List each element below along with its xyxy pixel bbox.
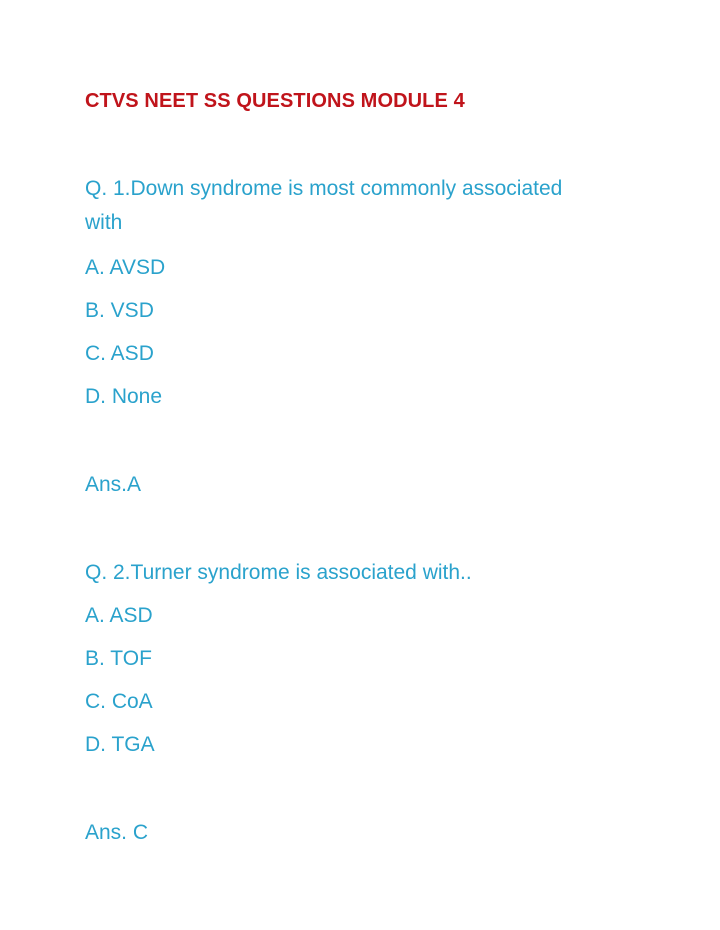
question-1-option-b: B. VSD [85, 299, 154, 322]
question-1-option-d: D. None [85, 385, 163, 408]
question-1-option-c: C. ASD [85, 342, 154, 365]
question-2-option-c: C. CoA [85, 690, 153, 713]
question-2-option-b: B. TOF [85, 647, 152, 670]
question-1-option-a: A. AVSD [85, 256, 166, 279]
question-2-option-a: A. ASD [85, 604, 153, 627]
document-title: CTVS NEET SS QUESTIONS MODULE 4 [85, 90, 465, 112]
question-2-answer: Ans. C [85, 821, 149, 844]
question-2-text: Q. 2.Turner syndrome is associated with.. [85, 561, 472, 584]
question-1-answer: Ans.A [85, 473, 142, 496]
question-1-text-line-2: with [85, 211, 123, 234]
question-2-option-d: D. TGA [85, 733, 155, 756]
question-1-text-line-1: Q. 1.Down syndrome is most commonly associated [85, 177, 563, 200]
